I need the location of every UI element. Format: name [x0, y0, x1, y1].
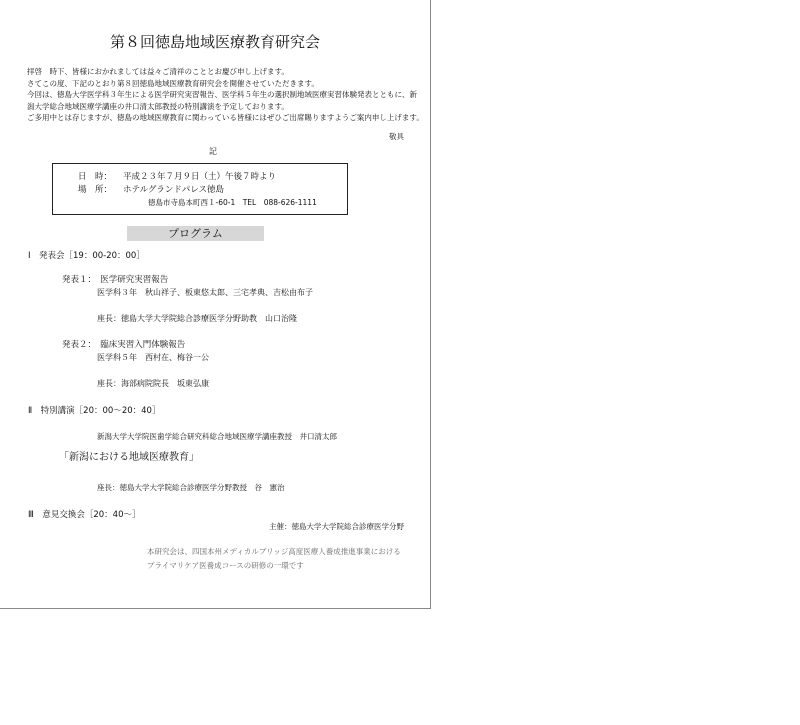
footnote-line: プライマリケア医養成コースの研修の一環です: [147, 561, 304, 570]
ki-heading: 記: [209, 147, 217, 156]
lecture-speaker: 新潟大学大学院医歯学総合研究科総合地域医療学講座教授 井口清太郎: [97, 432, 337, 441]
greeting-line: 今回は、徳島大学医学科３年生による医学研究実習報告、医学科５年生の選択制地域医療実習体験発表とともに、新: [27, 90, 417, 100]
presentation2-label: 発表２： 臨床実習入門体験報告: [62, 340, 186, 350]
document-title: 第８回徳島地域医療教育研究会: [109, 33, 320, 51]
closing-word: 敬具: [389, 132, 404, 141]
presentation1-label: 発表１： 医学研究実習報告: [62, 275, 169, 285]
footnote: [147, 545, 401, 573]
presentation1-people: 医学科３年 秋山祥子、板東悠太郎、三宅孝典、吉松由布子: [97, 288, 313, 297]
footnote-line: 本研究会は、四国本州メディカルブリッジ高度医療人養成推進事業における: [147, 547, 401, 556]
host-organizer: 主催：徳島大学大学院総合診療医学分野: [269, 522, 404, 531]
greeting-line: ご多用中とは存じますが、徳島の地域医療教育に関わっている皆様にはぜひご出席賜りますようご案内申し上げます。: [27, 113, 424, 123]
date-label: 日 時：: [78, 172, 113, 182]
greeting-line: さてこの度、下記のとおり第８回徳島地域医療教育研究会を開催させていただきます。: [27, 78, 319, 88]
greeting-line: 拝啓 時下、皆様におかれましては益々ご清祥のこととお慶び申し上げます。: [27, 67, 289, 76]
lecture-chair: 座長：徳島大学大学院総合診療医学分野教授 谷 憲治: [97, 483, 285, 492]
place-label: 場 所：: [78, 185, 113, 195]
program-title: プログラム: [127, 226, 264, 241]
greeting-paragraph: [27, 66, 424, 124]
section1-heading: Ⅰ 発表会［19：00-20：00］: [28, 251, 145, 261]
lecture-title: 「新潟における地域医療教育」: [59, 452, 199, 463]
section2-heading: Ⅱ 特別講演［20：00～20：40］: [28, 406, 161, 416]
presentation2-chair: 座長：海部病院院長 坂東弘康: [97, 379, 209, 388]
section3-heading: Ⅲ 意見交換会［20：40～］: [28, 510, 141, 520]
presentation1-chair: 座長：徳島大学大学院総合診療医学分野助教 山口治隆: [97, 314, 297, 323]
date-value: 平成２３年７月９日（土）午後７時より: [123, 172, 277, 182]
address: 徳島市寺島本町西１-60-1 TEL 088-626-1111: [148, 198, 317, 207]
document-page: [0, 0, 431, 609]
event-info-box: [52, 163, 348, 215]
place-value: ホテルグランドパレス徳島: [123, 185, 224, 195]
presentation2-people: 医学科５年 西村在、梅谷一公: [97, 353, 209, 362]
greeting-line: 潟大学総合地域医療学講座の井口清太郎教授の特別講演を予定しております。: [27, 101, 289, 111]
